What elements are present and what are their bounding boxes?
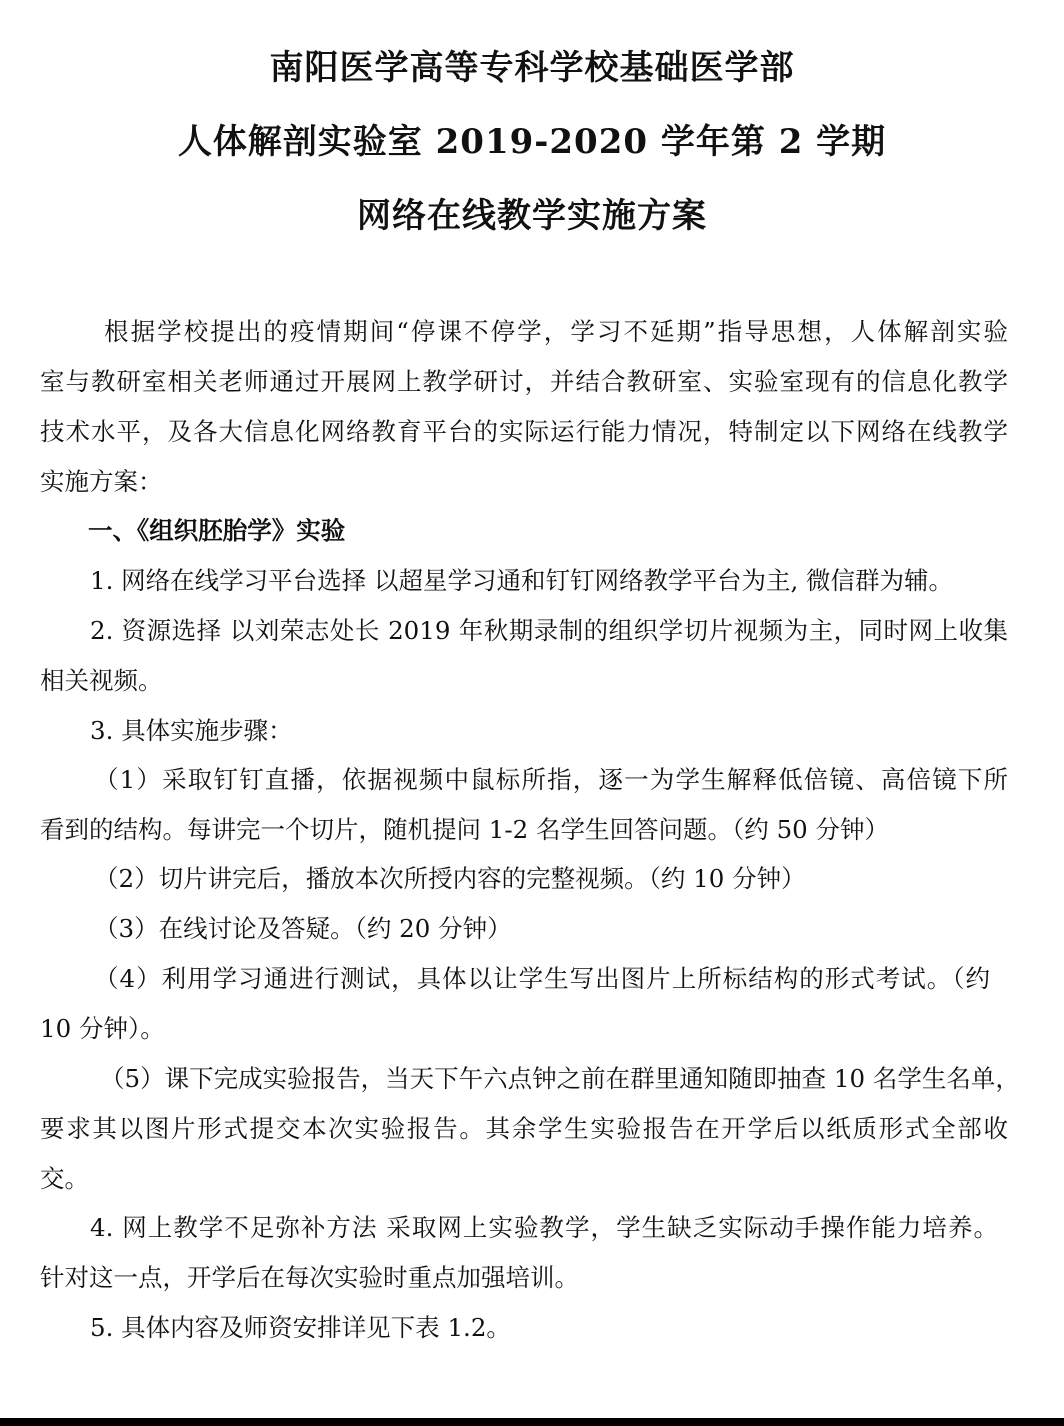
step-1-line-2: 看到的结构。每讲完一个切片，随机提问 1-2 名学生回答问题。（约 50 分钟）: [40, 815, 890, 844]
item-1: 1. 网络在线学习平台选择 以超星学习通和钉钉网络教学平台为主, 微信群为辅。: [90, 566, 954, 595]
step-5-line-2: 要求其以图片形式提交本次实验报告。其余学生实验报告在开学后以纸质形式全部收: [40, 1114, 1008, 1143]
step-4-line-1: （4）利用学习通进行测试，具体以让学生写出图片上所标结构的形式考试。（约: [94, 964, 990, 993]
step-5-line-1: （5）课下完成实验报告，当天下午六点钟之前在群里通知随即抽查 10 名学生名单，: [100, 1064, 1020, 1093]
item-5: 5. 具体内容及师资安排详见下表 1.2。: [90, 1313, 511, 1342]
section-heading: 一、《组织胚胎学》实验: [88, 516, 346, 545]
document-title-line-2: 人体解剖实验室 2019-2020 学年第 2 学期: [177, 122, 887, 162]
item-3: 3. 具体实施步骤：: [90, 716, 293, 745]
item-2-line-2: 相关视频。: [40, 666, 163, 695]
step-4-line-2: 10 分钟）。: [40, 1014, 165, 1043]
intro-line-4: 实施方案：: [40, 467, 163, 496]
item-2-line-1: 2. 资源选择 以刘荣志处长 2019 年秋期录制的组织学切片视频为主，同时网上收集: [90, 616, 1008, 645]
intro-line-1: 根据学校提出的疫情期间“停课不停学，学习不延期”指导思想，人体解剖实验: [104, 317, 1008, 346]
document-title-line-3: 网络在线教学实施方案: [357, 196, 707, 236]
document-title-line-1: 南阳医学高等专科学校基础医学部: [269, 48, 795, 88]
intro-line-3: 技术水平，及各大信息化网络教育平台的实际运行能力情况，特制定以下网络在线教学: [40, 417, 1008, 446]
intro-line-2: 室与教研室相关老师通过开展网上教学研讨，并结合教研室、实验室现有的信息化教学: [40, 367, 1008, 396]
step-2: （2）切片讲完后，播放本次所授内容的完整视频。（约 10 分钟）: [94, 864, 806, 893]
item-4-line-2: 针对这一点，开学后在每次实验时重点加强培训。: [40, 1263, 579, 1292]
bottom-edge-bar: [0, 1418, 1064, 1426]
step-1-line-1: （1）采取钉钉直播，依据视频中鼠标所指，逐一为学生解释低倍镜、高倍镜下所: [94, 765, 1008, 794]
item-4-line-1: 4. 网上教学不足弥补方法 采取网上实验教学，学生缺乏实际动手操作能力培养。: [90, 1213, 998, 1242]
step-3: （3）在线讨论及答疑。（约 20 分钟）: [94, 914, 512, 943]
step-5-line-3: 交。: [40, 1164, 89, 1193]
